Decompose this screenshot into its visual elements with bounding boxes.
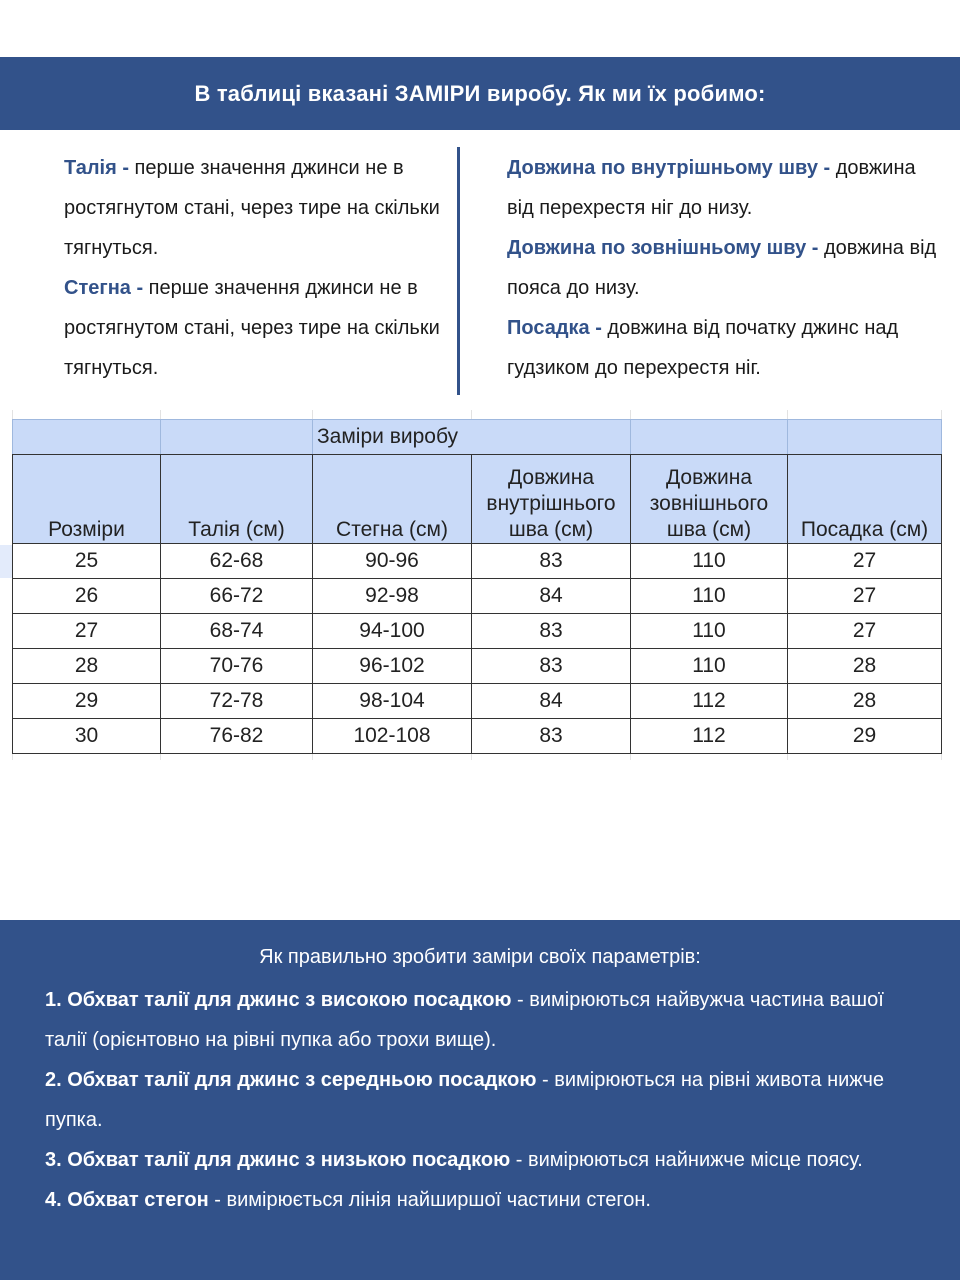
definition-hips [64,268,444,388]
cell-size: 29 [13,684,161,719]
table-title-blank [161,420,313,455]
cell-outseam: 112 [631,719,788,754]
definition-outseam [507,228,937,308]
term-outseam: Довжина по зовнішньому шву - [507,237,819,259]
header-hips: Стегна (см) [313,455,472,544]
definition-waist [64,148,444,268]
cell-hips: 90-96 [313,544,472,579]
definition-waist-text: перше значення джинси не в ростягнутом стані, через тире на скільки тягнуться. [64,157,440,259]
row-selection-marker [0,545,12,578]
cell-inseam: 84 [472,579,631,614]
size-table [12,419,942,754]
cell-inseam: 83 [472,649,631,684]
cell-hips: 102-108 [313,719,472,754]
cell-outseam: 110 [631,649,788,684]
cell-hips: 96-102 [313,649,472,684]
cell-size: 26 [13,579,161,614]
size-table-area [0,410,960,760]
table-header-row [13,455,942,544]
header-rise: Посадка (см) [788,455,942,544]
term-inseam: Довжина по внутрішньому шву - [507,157,831,179]
cell-rise: 27 [788,544,942,579]
cell-hips: 94-100 [313,614,472,649]
term-hips: Стегна - [64,277,144,299]
definitions-left [64,148,444,388]
table-row [13,544,942,579]
instruction-text: - вимірюється лінія найширшої частини стегон. [208,1189,651,1211]
cell-size: 28 [13,649,161,684]
instruction-item [45,1140,925,1180]
term-rise: Посадка - [507,317,602,339]
definition-rise [507,308,937,388]
cell-rise: 29 [788,719,942,754]
table-row [13,684,942,719]
instruction-item [45,1180,925,1220]
cell-waist: 68-74 [161,614,313,649]
cell-rise: 28 [788,649,942,684]
instruction-text: - вимірюються найвужча частина вашої талії (орієнтовно на рівні пупка або трохи вище). [45,989,884,1051]
table-title: Заміри виробу [313,420,631,455]
cell-rise: 28 [788,684,942,719]
header-inseam: Довжина внутрішнього шва (см) [472,455,631,544]
table-row [13,719,942,754]
cell-waist: 70-76 [161,649,313,684]
header-outseam: Довжина зовнішнього шва (см) [631,455,788,544]
definition-rise-text: довжина від початку джинс над гудзиком до перехрестя ніг. [507,317,899,379]
header-waist: Талія (см) [161,455,313,544]
cell-outseam: 110 [631,579,788,614]
cell-inseam: 83 [472,614,631,649]
instruction-item [45,1060,925,1140]
definitions-right [507,148,937,388]
cell-waist: 72-78 [161,684,313,719]
cell-rise: 27 [788,614,942,649]
cell-hips: 92-98 [313,579,472,614]
banner-title: В таблиці вказані ЗАМІРИ виробу. Як ми їх робимо: [194,80,766,106]
instruction-title: 2. Обхват талії для джинс з середньою посадкою [45,1069,537,1091]
cell-outseam: 110 [631,614,788,649]
measurement-instructions-panel [0,920,960,1280]
definition-inseam-text: довжина від перехрестя ніг до низу. [507,157,916,219]
instruction-title: 1. Обхват талії для джинс з високою посадкою [45,989,512,1011]
instruction-text: - вимірюються найнижче місце поясу. [510,1149,863,1171]
instruction-title: 4. Обхват стегон [45,1189,209,1211]
cell-outseam: 112 [631,684,788,719]
cell-inseam: 83 [472,719,631,754]
cell-inseam: 84 [472,684,631,719]
cell-outseam: 110 [631,544,788,579]
cell-inseam: 83 [472,544,631,579]
cell-rise: 27 [788,579,942,614]
table-title-blank [13,420,161,455]
table-row [13,614,942,649]
cell-size: 25 [13,544,161,579]
cell-hips: 98-104 [313,684,472,719]
table-row [13,579,942,614]
instruction-item [45,980,925,1060]
table-title-blank [788,420,942,455]
instruction-title: 3. Обхват талії для джинс з низькою посадкою [45,1149,511,1171]
instruction-text: - вимірюються на рівні живота нижче пупка. [45,1069,885,1131]
cell-waist: 76-82 [161,719,313,754]
table-title-blank [631,420,788,455]
cell-size: 27 [13,614,161,649]
table-title-row [13,420,942,455]
instructions-list [45,980,925,1220]
cell-waist: 66-72 [161,579,313,614]
cell-size: 30 [13,719,161,754]
table-row [13,649,942,684]
definition-hips-text: перше значення джинси не в ростягнутом стані, через тире на скільки тягнуться. [64,277,440,379]
instructions-heading: Як правильно зробити заміри своїх параметрів: [259,946,701,968]
definition-outseam-text: довжина від пояса до низу. [507,237,937,299]
top-banner [0,57,960,130]
column-divider [457,147,460,395]
cell-waist: 62-68 [161,544,313,579]
term-waist: Талія - [64,157,129,179]
header-size: Розміри [13,455,161,544]
definition-inseam [507,148,937,228]
